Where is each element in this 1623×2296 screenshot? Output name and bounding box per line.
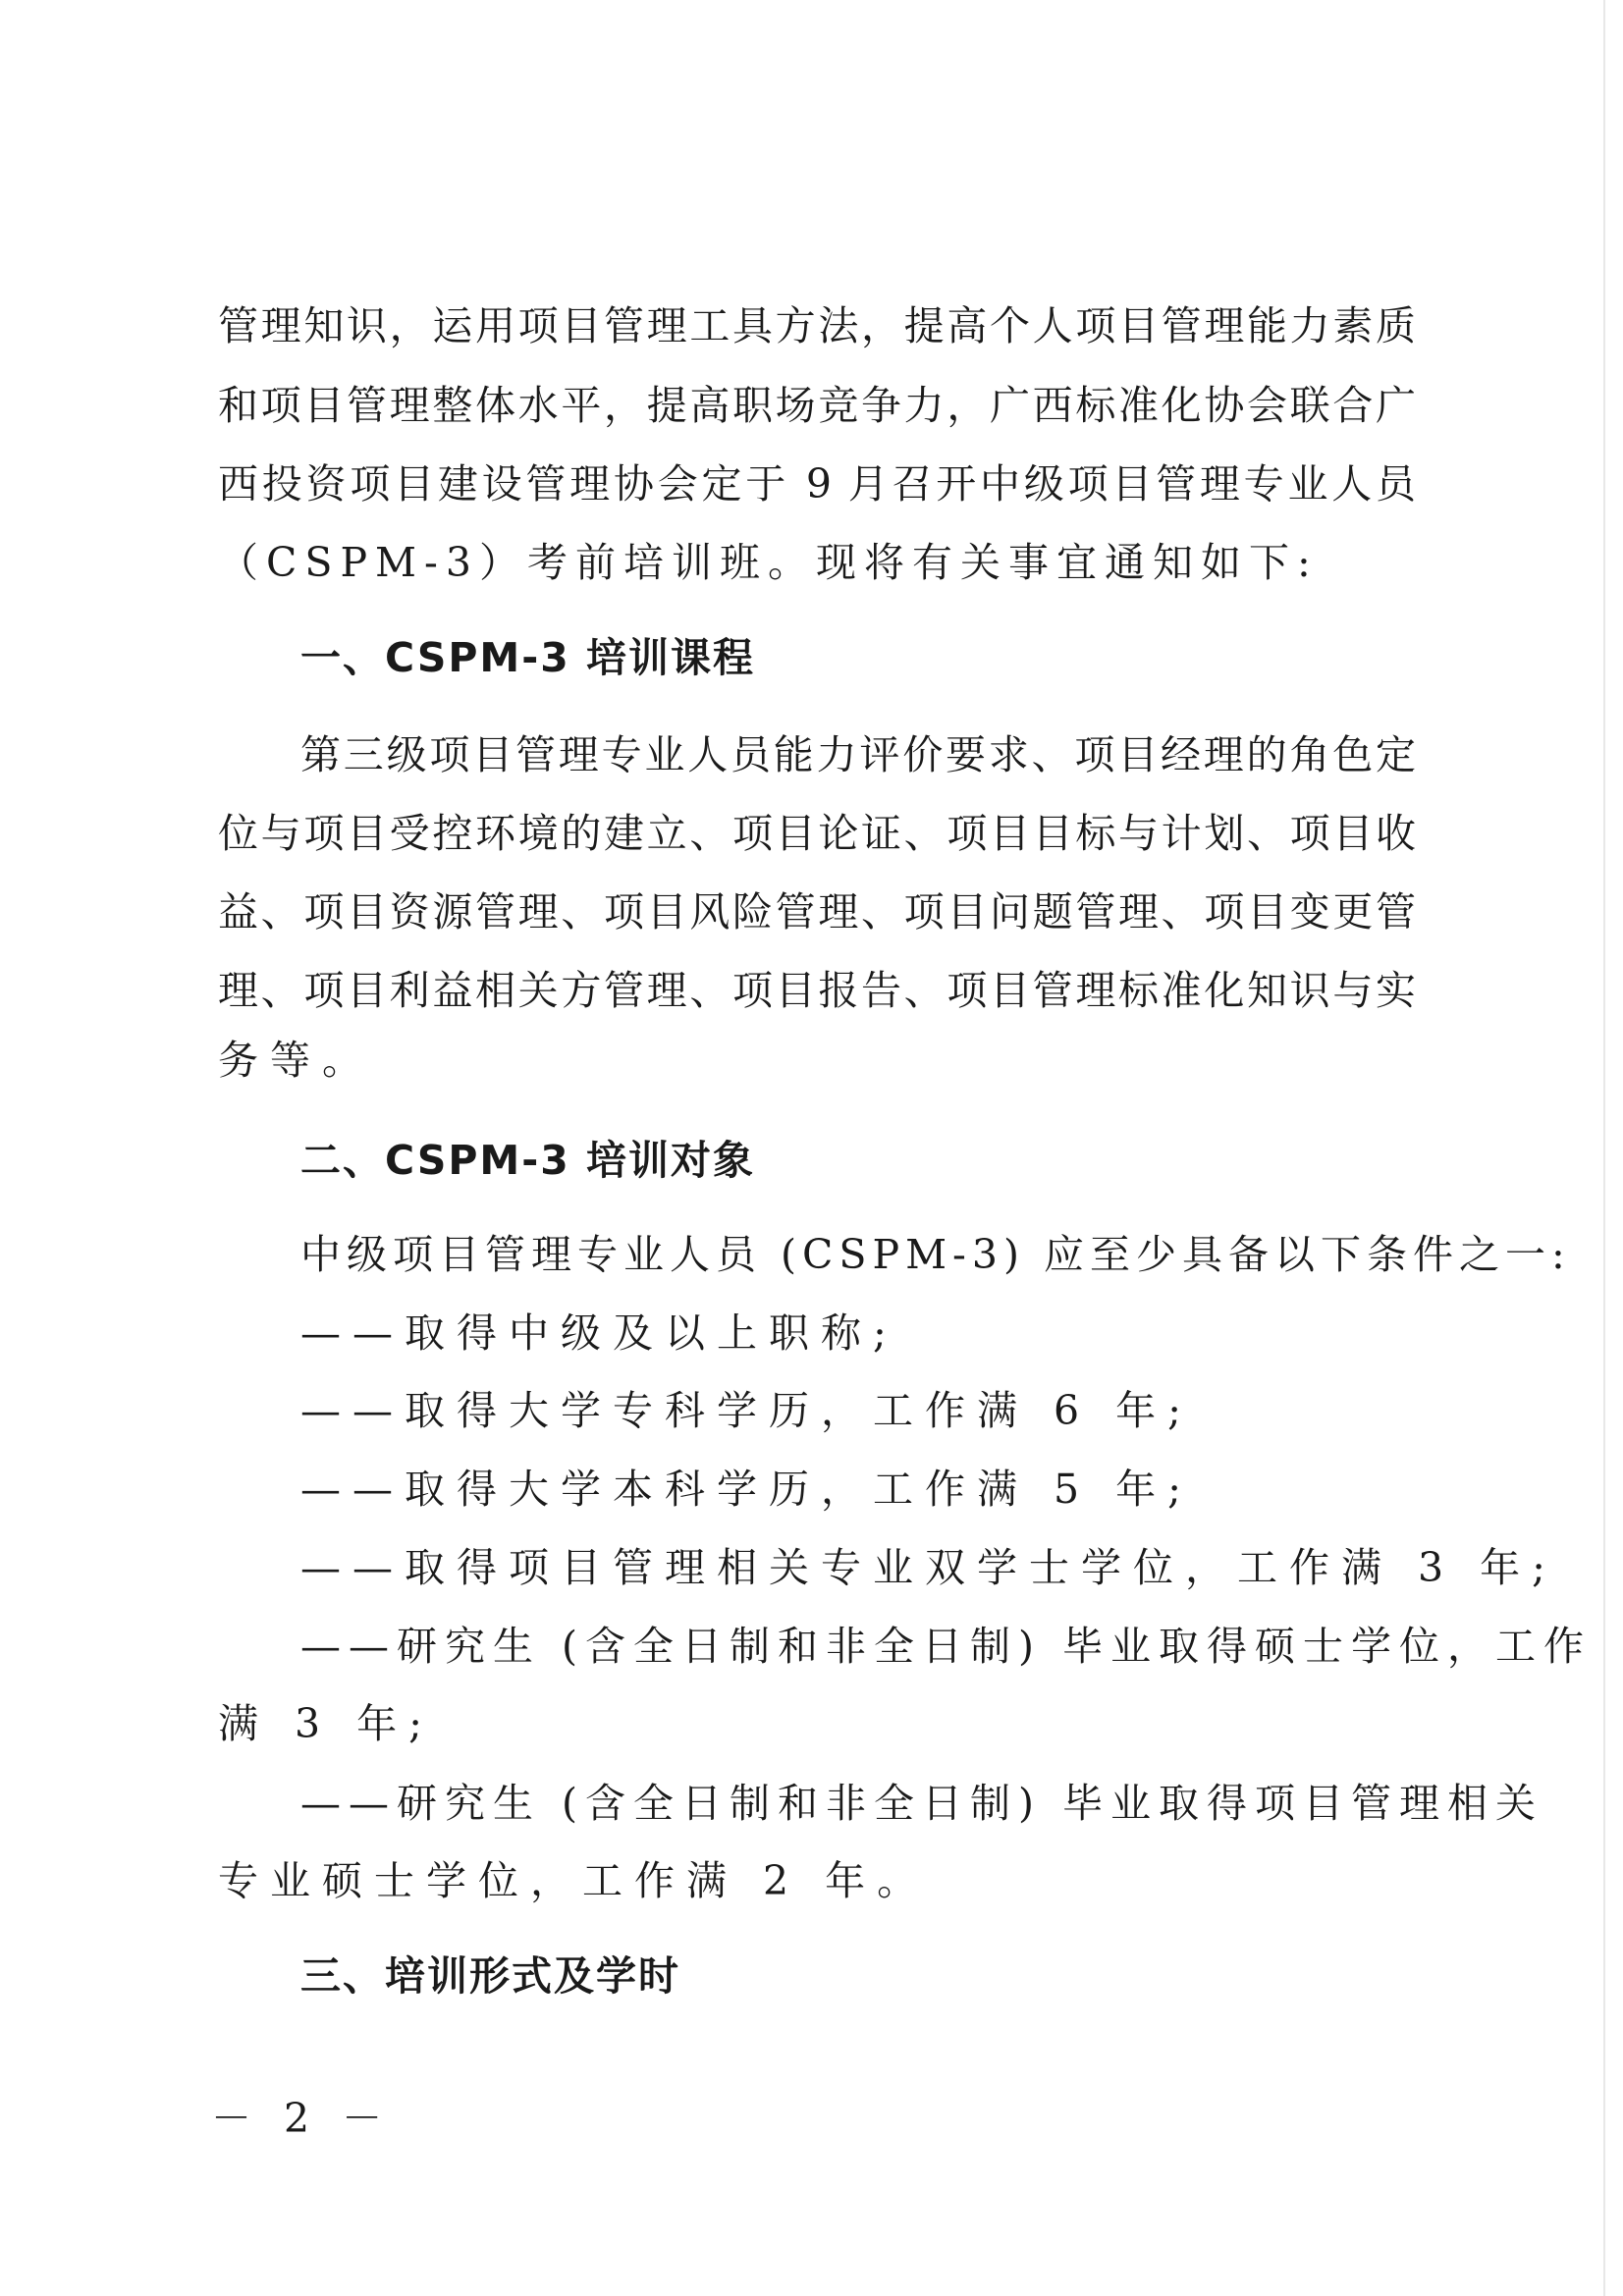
page-edge-divider (1603, 0, 1605, 2296)
eligibility-item-4: ——取得项目管理相关专业双学士学位，工作满 3 年; (300, 1544, 1557, 1591)
eligibility-item-6-line-2: 专业硕士学位，工作满 2 年。 (218, 1857, 930, 1904)
section-1-heading: 一、CSPM-3 培训课程 (300, 634, 756, 681)
eligibility-intro: 中级项目管理专业人员 (CSPM-3) 应至少具备以下条件之一: (300, 1231, 1571, 1278)
section-1-line-1: 第三级项目管理专业人员能力评价要求、项目经理的角色定 (300, 731, 1416, 778)
section-3-heading: 三、培训形式及学时 (300, 1952, 680, 2000)
section-2-heading: 二、CSPM-3 培训对象 (300, 1137, 756, 1184)
section-1-line-4: 理、项目利益相关方管理、项目报告、项目管理标准化知识与实 (218, 967, 1416, 1014)
section-1-line-2: 位与项目受控环境的建立、项目论证、项目目标与计划、项目收 (218, 810, 1416, 857)
section-1-line-5: 务等。 (218, 1037, 374, 1084)
intro-line-1: 管理知识，运用项目管理工具方法，提高个人项目管理能力素质 (218, 302, 1416, 349)
eligibility-item-1: ——取得中级及以上职称; (300, 1309, 898, 1357)
eligibility-item-3: ——取得大学本科学历，工作满 5 年; (300, 1466, 1193, 1513)
intro-line-3: 西投资项目建设管理协会定于 9 月召开中级项目管理专业人员 (218, 460, 1416, 507)
section-1-line-3: 益、项目资源管理、项目风险管理、项目问题管理、项目变更管 (218, 888, 1416, 935)
eligibility-item-5-line-2: 满 3 年; (218, 1700, 434, 1747)
intro-line-2: 和项目管理整体水平，提高职场竞争力，广西标准化协会联合广 (218, 382, 1416, 429)
eligibility-item-6-line-1: ——研究生 (含全日制和非全日制) 毕业取得项目管理相关 (300, 1780, 1544, 1827)
eligibility-item-5-line-1: ——研究生 (含全日制和非全日制) 毕业取得硕士学位，工作 (300, 1623, 1593, 1670)
eligibility-item-2: ——取得大学专科学历，工作满 6 年; (300, 1387, 1193, 1434)
intro-line-4: （CSPM-3）考前培训班。现将有关事宜通知如下: (218, 539, 1319, 586)
page-number: － 2 － (211, 2095, 393, 2142)
